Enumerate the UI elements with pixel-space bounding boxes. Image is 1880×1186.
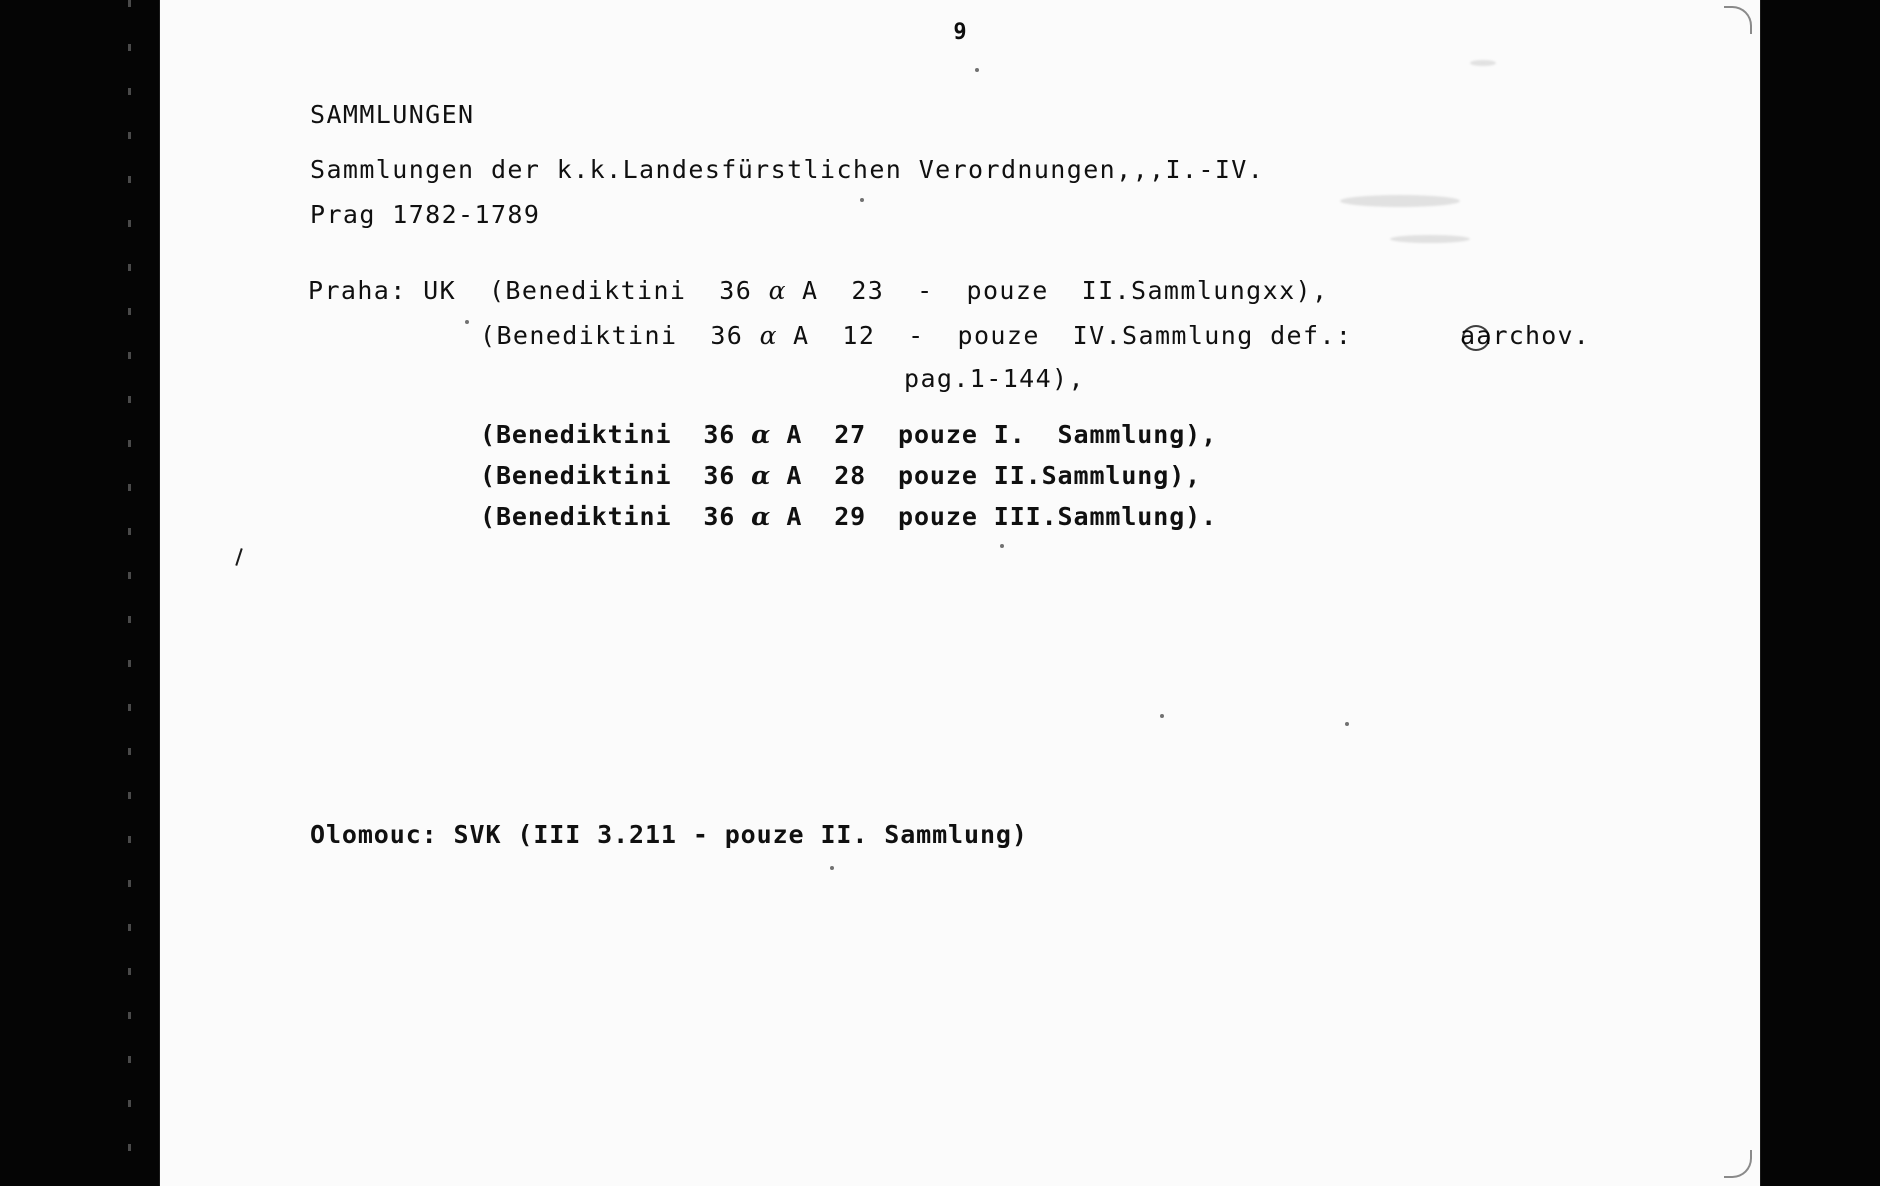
alpha-glyph-icon: α (751, 420, 771, 449)
card-corner-bottom-right (1724, 1150, 1752, 1178)
card-heading: SAMMLUNGEN (310, 100, 475, 129)
praha-entry-line-1 (308, 276, 1328, 306)
ink-blot-icon: a (1460, 321, 1477, 350)
alpha-glyph-icon: α (759, 321, 777, 350)
entry-3-pre: (Benediktini 36 (480, 502, 752, 531)
benediktini-entry-3 (480, 502, 1217, 532)
scan-dot (1345, 722, 1349, 726)
alpha-glyph-icon: α (751, 502, 771, 531)
entry-1-pre: (Benediktini 36 (480, 420, 752, 449)
praha-entry-line-3: pag.1-144), (904, 364, 1085, 393)
scan-dot (465, 320, 469, 324)
scan-dot (975, 68, 979, 72)
alpha-glyph-icon: α (751, 461, 771, 490)
scan-smudge (1470, 60, 1496, 66)
film-speckle-left (128, 0, 131, 1186)
page-number: 9 (953, 20, 967, 45)
pen-mark (235, 548, 242, 566)
entry-3-post: A 29 pouze III.Sammlung). (770, 502, 1218, 531)
entry-1-post: A 27 pouze I. Sammlung), (770, 420, 1218, 449)
olomouc-entry: Olomouc: SVK (III 3.211 - pouze II. Sammlung) (310, 820, 1028, 849)
praha-entry-line-2 (480, 321, 1369, 351)
catalogue-card (160, 0, 1760, 1186)
scan-dot (830, 866, 834, 870)
card-corner-top-right (1724, 6, 1752, 34)
praha-line-2-post: A 12 - pouze IV.Sammlung def.: (776, 321, 1369, 350)
praha-line-1-post: A 23 - pouze II.Sammlungxx), (785, 276, 1329, 305)
scan-dot (1160, 714, 1164, 718)
praha-line-2-pre: (Benediktini 36 (480, 321, 760, 350)
scan-dot (1000, 544, 1004, 548)
smudged-word-text: archov. (1476, 321, 1591, 350)
title-line-1: Sammlungen der k.k.Landesfürstlichen Verordnungen,,,I.-IV. (310, 155, 1265, 184)
benediktini-entry-2 (480, 461, 1201, 491)
alpha-glyph-icon: α (768, 276, 786, 305)
praha-line-1-pre: Praha: UK (Benediktini 36 (308, 276, 769, 305)
scan-dot (860, 198, 864, 202)
scan-smudge (1340, 195, 1460, 207)
scan-smudge (1390, 235, 1470, 243)
entry-2-post: A 28 pouze II.Sammlung), (770, 461, 1202, 490)
entry-2-pre: (Benediktini 36 (480, 461, 752, 490)
benediktini-entry-1 (480, 420, 1217, 450)
smudged-word (1460, 321, 1590, 350)
title-line-2: Prag 1782-1789 (310, 200, 541, 229)
